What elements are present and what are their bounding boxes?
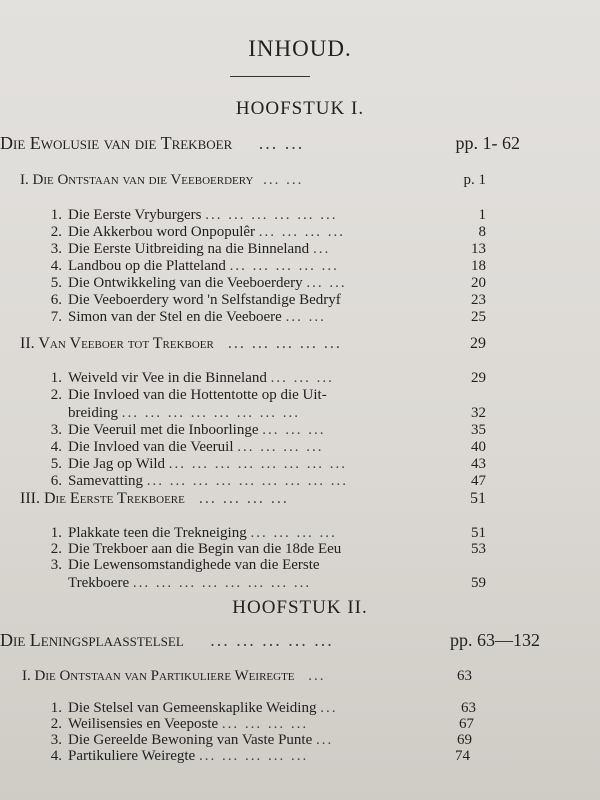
dot-leader: ... ... ... ... ... ... ... ... ... (146, 473, 348, 489)
entry-continuation (68, 574, 311, 592)
entry-title: Die Gereelde Bewoning van Vaste Punte (68, 732, 313, 748)
entry-page: 13 (471, 241, 486, 257)
entry-title: Weilisensies en Veeposte (68, 716, 219, 732)
entry-title: Weiveld vir Vee in die Binneland (68, 370, 267, 386)
entry-number: 1. (50, 700, 62, 716)
part-pages: pp. 63—132 (450, 630, 540, 650)
entry-title: Die Akkerbou word Onpopulêr (68, 224, 256, 240)
chapter-heading: HOOFSTUK II. (232, 597, 368, 618)
entry-page: 69 (457, 732, 472, 748)
entry-title: Partikuliere Weiregte (68, 748, 196, 764)
section-title-row (20, 490, 486, 508)
dot-leader: ... ... ... ... (250, 525, 337, 541)
entry-title: Die Stelsel van Gemeenskaplike Weiding (68, 700, 317, 716)
toc-entry (40, 421, 486, 439)
entry-continuation (68, 404, 300, 422)
dot-leader: ... ... (306, 275, 347, 291)
dot-leader: ... ... ... ... (221, 716, 309, 732)
section-title-row (20, 335, 486, 353)
toc-entry (40, 369, 486, 387)
part-title-row (0, 630, 540, 651)
entry-number: 4. (50, 439, 62, 455)
dot-leader: ... ... ... ... ... (227, 335, 342, 352)
dot-leader: ... ... (263, 172, 304, 188)
section-title-row (22, 668, 472, 685)
entry-title: Die Ontwikkeling van die Veeboerdery (68, 275, 303, 291)
dot-leader: ... ... (258, 133, 305, 153)
title-divider (230, 76, 310, 77)
toc-entry (40, 438, 486, 456)
entry-number: 1. (50, 207, 62, 223)
entry-number: 3. (50, 732, 62, 748)
section-title: III. Die Eerste Trekboere (20, 490, 185, 507)
entry-title: Samevatting (68, 473, 143, 489)
dot-leader: ... ... ... ... (198, 490, 289, 507)
entry-title: Die Trekboer aan die Begin van die 18de Eeu (68, 541, 342, 557)
entry-title: Die Invloed van die Hottentotte op die Uit- (68, 387, 327, 403)
entry-page: 32 (471, 405, 486, 421)
dot-leader: ... ... ... ... ... (210, 630, 334, 650)
page-title: INHOUD. (248, 36, 352, 61)
section-page: 29 (470, 335, 486, 352)
entry-page: 29 (471, 370, 486, 386)
part-title: Die Leningsplaasstelsel (0, 630, 184, 650)
entry-number: 3. (50, 557, 62, 573)
entry-title: Plakkate teen die Trekneiging (68, 525, 247, 541)
entry-number: 2. (50, 541, 62, 557)
toc-entry (40, 240, 486, 258)
entry-title-cont: Trekboere (68, 575, 130, 591)
entry-title: Die Invloed van die Veeruil (68, 439, 234, 455)
dot-leader: ... ... ... ... (237, 439, 324, 455)
entry-title: Die Lewensomstandighede van die Eerste (68, 557, 320, 573)
dot-leader: ... ... ... ... ... ... ... ... (132, 575, 312, 591)
entry-page: 53 (471, 541, 486, 557)
entry-page: 67 (459, 716, 474, 732)
section-title: I. Die Ontstaan van Partikuliere Weiregte (22, 668, 295, 684)
toc-entry (40, 455, 486, 473)
entry-page: 25 (471, 309, 486, 325)
entry-number: 7. (50, 309, 62, 325)
entry-page: 63 (461, 700, 476, 716)
section-title: I. Die Ontstaan van die Veeboerdery (20, 172, 254, 188)
dot-leader: ... (308, 668, 326, 684)
entry-number: 4. (50, 258, 62, 274)
entry-number: 5. (50, 456, 62, 472)
dot-leader: ... ... ... (262, 422, 326, 438)
section-title: II. Van Veeboer tot Trekboer (20, 335, 214, 352)
entry-number: 3. (50, 422, 62, 438)
entry-title-cont: breiding (68, 405, 118, 421)
toc-entry (40, 291, 486, 309)
section-page: p. 1 (463, 172, 486, 188)
dot-leader: ... (320, 700, 338, 716)
entry-number: 6. (50, 292, 62, 308)
toc-entry (40, 274, 486, 292)
dot-leader: ... (312, 241, 331, 257)
chapter-heading: HOOFSTUK I. (235, 98, 365, 119)
entry-title: Landbou op die Platteland (68, 258, 226, 274)
part-title-row (0, 133, 520, 154)
entry-title: Simon van der Stel en die Veeboere (68, 309, 282, 325)
entry-number: 6. (50, 473, 62, 489)
entry-title: Die Eerste Uitbreiding na die Binneland (68, 241, 310, 257)
dot-leader: ... ... ... ... ... ... ... ... (121, 405, 300, 421)
section-page: 51 (470, 490, 486, 507)
entry-number: 3. (50, 241, 62, 257)
toc-entry (40, 386, 486, 422)
dot-leader: ... ... ... ... ... (229, 258, 339, 274)
section-page: 63 (457, 668, 472, 684)
entry-page: 20 (471, 275, 486, 291)
entry-number: 2. (50, 716, 62, 732)
entry-number: 2. (50, 387, 62, 403)
dot-leader: ... ... ... ... ... ... (205, 207, 338, 223)
entry-number: 5. (50, 275, 62, 291)
entry-title: Die Eerste Vryburgers (68, 207, 202, 223)
dot-leader: ... (316, 732, 334, 748)
dot-leader: ... ... ... ... ... (198, 748, 309, 764)
entry-page: 59 (471, 575, 486, 591)
toc-entry (40, 257, 486, 275)
toc-entry (40, 308, 486, 326)
dot-leader: ... ... ... (270, 370, 334, 386)
entry-number: 2. (50, 224, 62, 240)
toc-entry (40, 556, 486, 592)
entry-page: 47 (471, 473, 486, 489)
section-title-row (20, 172, 486, 189)
entry-number: 1. (50, 370, 62, 386)
entry-page: 51 (471, 525, 486, 541)
entry-page: 74 (455, 748, 470, 764)
part-pages: pp. 1- 62 (455, 133, 520, 153)
entry-title: Die Veeboerdery word 'n Selfstandige Bedryf (68, 292, 341, 308)
entry-page: 1 (478, 207, 486, 223)
entry-page: 35 (471, 422, 486, 438)
toc-entry (40, 472, 486, 490)
entry-title: Die Veeruil met die Inboorlinge (68, 422, 259, 438)
entry-page: 23 (471, 292, 486, 308)
toc-entry (40, 206, 486, 224)
entry-number: 4. (50, 748, 62, 764)
entry-title: Die Jag op Wild (68, 456, 166, 472)
dot-leader: ... ... ... ... ... ... ... ... (168, 456, 348, 472)
entry-page: 18 (471, 258, 486, 274)
entry-page: 40 (471, 439, 486, 455)
dot-leader: ... ... ... ... (258, 224, 346, 240)
dot-leader: ... ... (285, 309, 326, 325)
entry-page: 8 (478, 224, 486, 240)
part-title: Die Ewolusie van die Trekboer (0, 133, 233, 153)
entry-number: 1. (50, 525, 62, 541)
entry-page: 43 (471, 456, 486, 472)
toc-entry (40, 223, 486, 241)
toc-entry (40, 747, 470, 765)
